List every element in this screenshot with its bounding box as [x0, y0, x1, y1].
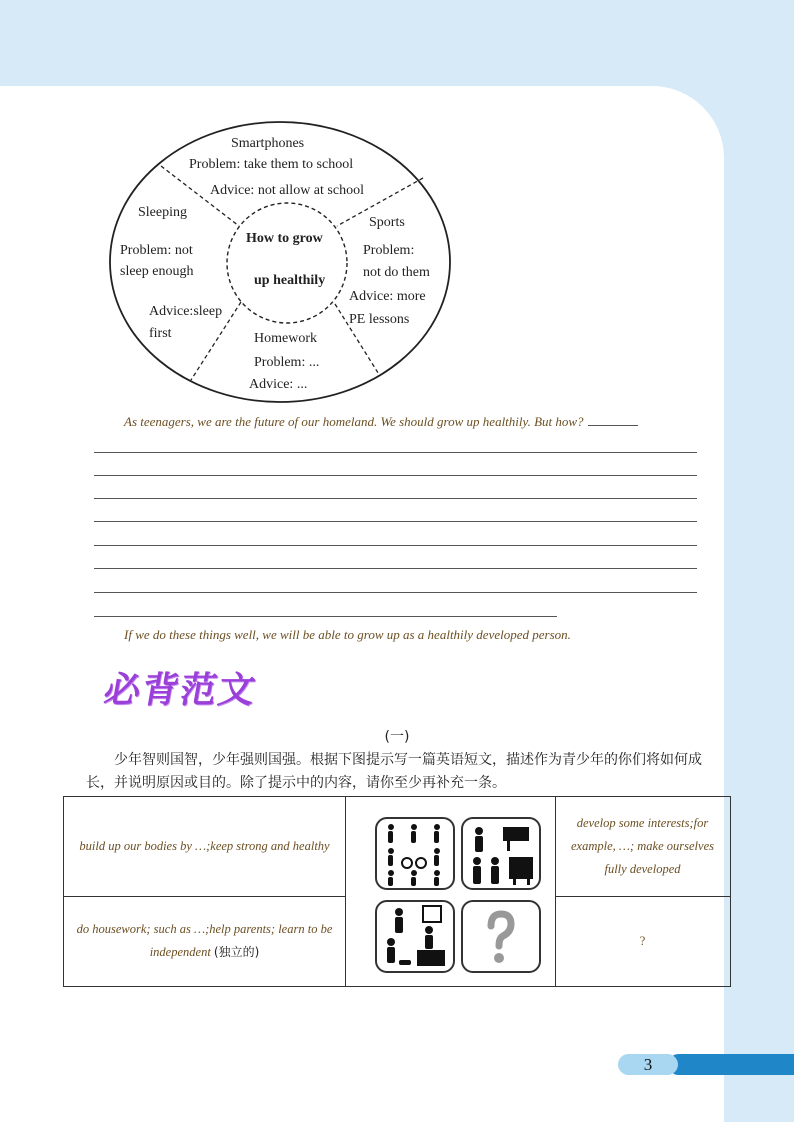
page-number-bar [668, 1054, 794, 1075]
sports-title: Sports [369, 215, 405, 230]
writing-closing: If we do these things well, we will be able to grow up as a healthily developed person. [124, 627, 571, 642]
table-cell-top-left [64, 797, 345, 896]
table-cell-text-en: do housework; such as …;help parents; learn to be independent [76, 922, 333, 959]
answer-line[interactable] [94, 545, 697, 546]
answer-blank[interactable] [588, 415, 638, 426]
answer-line[interactable] [94, 452, 697, 453]
sleeping-title: Sleeping [138, 205, 187, 220]
table-cell-top-right [555, 797, 730, 896]
homework-title: Homework [254, 331, 317, 346]
smartphones-problem: Problem: take them to school [189, 157, 354, 172]
smartphones-title: Smartphones [231, 136, 305, 151]
center-circle [227, 203, 347, 323]
table-cell-text-zh: (独立的) [213, 945, 260, 959]
sports-advice-line2: PE lessons [349, 312, 410, 327]
sleeping-problem-line1: Problem: not [120, 243, 193, 258]
table-cell-text: ? [639, 933, 646, 948]
housework-picture [375, 900, 455, 973]
table-cell-bottom-right [555, 896, 730, 986]
prompt-table [63, 796, 731, 987]
homework-advice: Advice: ... [249, 377, 308, 392]
writing-prompt-text: As teenagers, we are the future of our homeland. We should grow up healthily. But how? [124, 414, 584, 429]
table-divider [345, 797, 346, 986]
answer-line[interactable] [94, 568, 697, 569]
sleeping-advice-line1: Advice:sleep [149, 304, 223, 319]
sports-advice-line1: Advice: more [349, 289, 426, 304]
task-instructions: 少年智则国智，少年强则国强。根据下图提示写一篇英语短文，描述作为青少年的你们将如何成长，并说明原因或目的。除了提示中的内容，请你至少再补充一条。 [86, 752, 702, 791]
sleeping-problem-line2: sleep enough [120, 264, 194, 279]
smartphones-advice: Advice: not allow at school [210, 183, 364, 198]
table-cell-text: build up our bodies by …;keep strong and healthy [79, 839, 330, 853]
interests-picture [461, 817, 541, 890]
answer-line[interactable] [94, 475, 697, 476]
page-number: 3 [643, 1055, 653, 1074]
sports-picture [375, 817, 455, 890]
sports-problem-line2: not do them [363, 265, 430, 280]
sports-problem-line1: Problem: [363, 243, 415, 258]
table-cell-text [74, 918, 335, 964]
unknown-picture [461, 900, 541, 973]
answer-line[interactable] [94, 616, 557, 617]
table-cell-bottom-left [64, 896, 345, 986]
housework-figures-icon [377, 902, 453, 971]
sports-figures-icon [377, 819, 453, 888]
table-cell-text: develop some interests;for example, …; make ourselves fully developed [570, 816, 714, 876]
section-subhead: (一) [384, 729, 410, 745]
answer-line[interactable] [94, 521, 697, 522]
sleeping-advice-line2: first [149, 326, 172, 341]
writing-prompt [124, 414, 638, 430]
answer-line[interactable] [94, 592, 697, 593]
center-label-line2: up healthily [254, 273, 326, 288]
center-label-line1: How to grow [246, 231, 323, 246]
homework-problem: Problem: ... [254, 355, 320, 370]
music-art-figures-icon [463, 819, 539, 888]
section-title: 必背范文 [100, 670, 261, 711]
answer-line[interactable] [94, 498, 697, 499]
question-mark-icon [463, 902, 539, 971]
